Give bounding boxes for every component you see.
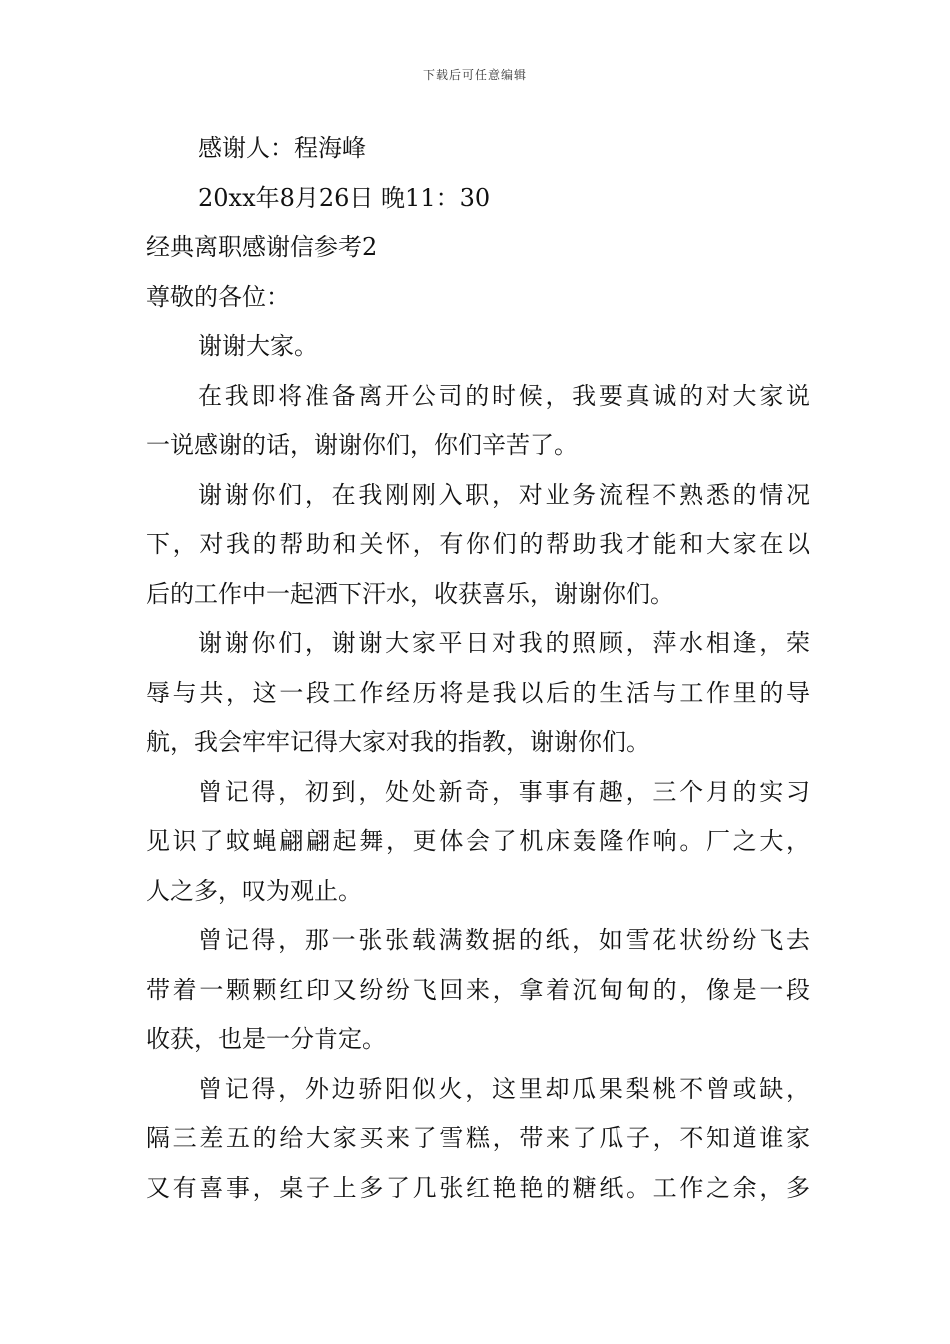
paragraph-line: 谢谢大家。 xyxy=(198,332,318,360)
paragraph-line: 见识了蚊蝇翩翩起舞，更体会了机床轰隆作响。厂之大， xyxy=(146,827,810,855)
paragraph-line: 曾记得，外边骄阳似火，这里却瓜果梨桃不曾或缺， xyxy=(198,1074,810,1103)
paragraph-line: 下，对我的帮助和关怀，有你们的帮助我才能和大家在以 xyxy=(146,530,810,558)
paragraph-line: 谢谢你们，在我刚刚入职，对业务流程不熟悉的情况 xyxy=(198,480,810,509)
paragraph-line: 曾记得，初到，处处新奇，事事有趣，三个月的实习 xyxy=(198,777,810,806)
date-line: 20xx年8月26日 晚11：30 xyxy=(198,183,491,212)
signer-line: 感谢人：程海峰 xyxy=(198,134,366,162)
salutation: 尊敬的各位： xyxy=(146,282,290,311)
paragraph-line: 谢谢你们，谢谢大家平日对我的照顾，萍水相逢，荣 xyxy=(198,629,810,657)
paragraph-line: 曾记得，那一张张载满数据的纸，如雪花状纷纷飞去 xyxy=(198,926,810,954)
paragraph-line: 带着一颗颗红印又纷纷飞回来，拿着沉甸甸的，像是一段 xyxy=(146,975,810,1004)
paragraph xyxy=(146,619,810,768)
paragraph-line: 航，我会牢牢记得大家对我的指教，谢谢你们。 xyxy=(146,728,650,756)
paragraph-line: 收获，也是一分肯定。 xyxy=(146,1025,386,1053)
paragraph xyxy=(146,471,810,620)
paragraph-line: 隔三差五的给大家买来了雪糕，带来了瓜子，不知道谁家 xyxy=(146,1124,810,1152)
paragraph-line: 辱与共，这一段工作经历将是我以后的生活与工作里的导 xyxy=(146,678,810,707)
paragraph xyxy=(146,1065,810,1214)
paragraph-line: 在我即将准备离开公司的时候，我要真诚的对大家说 xyxy=(198,381,810,410)
paragraph-line: 一说感谢的话，谢谢你们，你们辛苦了。 xyxy=(146,431,578,459)
document-body xyxy=(146,124,810,1213)
paragraph xyxy=(146,916,810,1065)
paragraph-line: 后的工作中一起洒下汗水，收获喜乐，谢谢你们。 xyxy=(146,579,674,608)
paragraph xyxy=(146,322,810,372)
paragraph xyxy=(146,372,810,471)
page-header-note: 下载后可任意编辑 xyxy=(422,68,527,82)
paragraph xyxy=(146,768,810,917)
letter-title: 经典离职感谢信参考2 xyxy=(146,233,378,261)
paragraph-line: 人之多，叹为观止。 xyxy=(146,876,362,905)
paragraph-line: 又有喜事，桌子上多了几张红艳艳的糖纸。工作之余，多 xyxy=(146,1173,810,1202)
